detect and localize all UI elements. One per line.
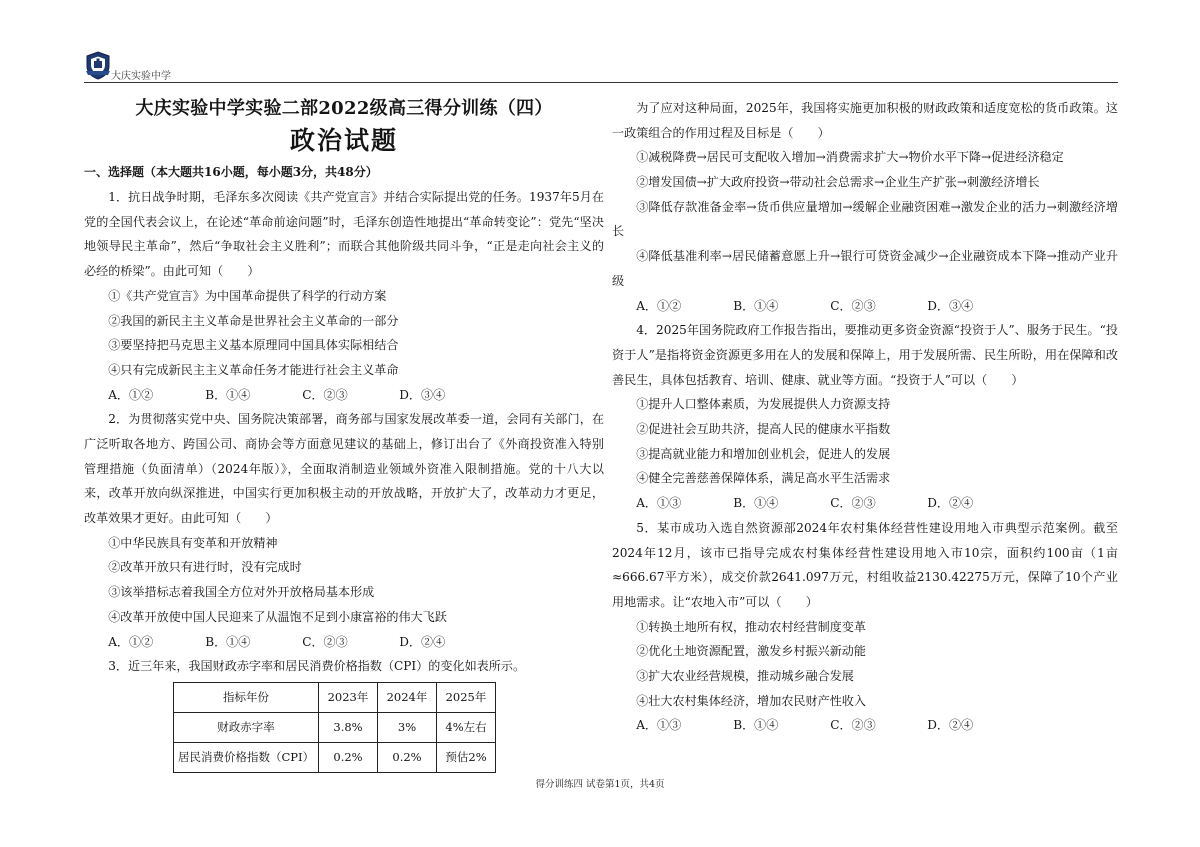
- statement-option: ②增发国债→扩大政府投资→带动社会总需求→企业生产扩张→刺激经济增长: [636, 175, 1040, 190]
- question-stem: 3．近三年来，我国财政赤字率和居民消费价格指数（CPI）的变化如表所示。: [108, 659, 526, 674]
- statement-option: ②促进社会互助共济，提高人民的健康水平指数: [636, 422, 891, 437]
- choice-c: C．②③: [830, 718, 876, 733]
- table-header-cell: 2025年: [437, 682, 496, 712]
- question-stem: 为了应对这种局面，2025年，我国将实施更加积极的财政政策和适度宽松的货币政策。这一政策组合的作用过程及目标是（ ）: [612, 101, 1118, 140]
- table-header-cell: 指标年份: [174, 682, 319, 712]
- choice-a: A．①②: [636, 298, 682, 313]
- school-name: 大庆实验中学: [111, 71, 171, 82]
- question-5: [612, 516, 1118, 738]
- data-table: [173, 682, 496, 773]
- statement-option: ①提升人口整体素质，为发展提供人力资源支持: [636, 397, 891, 412]
- choice-c: C．②③: [830, 298, 876, 313]
- choice-d: D．②④: [399, 634, 446, 649]
- choice-d: D．②④: [927, 496, 974, 511]
- table-cell: 预估2%: [437, 742, 496, 772]
- statement-option: ③降低存款准备金率→货币供应量增加→缓解企业融资困难→激发企业的活力→刺激经济增长: [612, 199, 1118, 239]
- table-header-cell: 2024年: [378, 682, 437, 712]
- question-4: [612, 318, 1118, 516]
- question-1: [84, 185, 604, 407]
- choice-d: D．③④: [927, 298, 974, 313]
- statement-option: ④壮大农村集体经济，增加农民财产性收入: [636, 693, 866, 708]
- left-column: [84, 96, 604, 773]
- choice-b: B．①④: [205, 634, 251, 649]
- statement-option: ③该举措标志着我国全方位对外开放格局基本形成: [108, 585, 375, 600]
- statement-option: ④降低基准利率→居民储蓄意愿上升→银行可贷资金减少→企业融资成本下降→推动产业升级: [612, 249, 1118, 288]
- question-stem: 2．为贯彻落实党中央、国务院决策部署，商务部与国家发展改革委一道，会同有关部门，在广泛听取各地方、跨国公司、商协会等方面意见建议的基础上，修订出台了《外商投资准入特别管理措施（负面清单）（2024年版）》，全面取消制造业领域外资准入限制措施。党的十八大以来，改革开放向纵深推进，中国实行更加积极主动的开放战略，开放扩大了，改革动力才更足，改革效果才更好。由此可知（ ）: [84, 412, 604, 526]
- choice-c: C．②③: [830, 496, 876, 511]
- answer-choices: [84, 383, 604, 408]
- statement-option: ④健全完善慈善保障体系，满足高水平生活需求: [636, 471, 891, 486]
- table-row: [174, 742, 496, 772]
- right-column: [612, 96, 1118, 738]
- table-cell: 0.2%: [319, 742, 378, 772]
- table-header-row: [174, 682, 496, 712]
- question-stem: 4．2025年国务院政府工作报告指出，要推动更多资金资源“投资于人”、服务于民生。“投资于人”是指将资金资源更多用在人的发展和保障上，用于发展所需、民生所盼，用在保障和改善民生，具体包括教育、培训、健康、就业等方面。“投资于人”可以（ ）: [612, 323, 1118, 387]
- data-table-wrapper: [84, 682, 604, 773]
- table-cell: 0.2%: [378, 742, 437, 772]
- choice-a: A．①②: [108, 387, 154, 402]
- table-cell: 财政赤字率: [174, 712, 319, 742]
- statement-option: ④改革开放使中国人民迎来了从温饱不足到小康富裕的伟大飞跃: [108, 609, 447, 624]
- question-2: [84, 407, 604, 654]
- table-cell: 居民消费价格指数（CPI）: [174, 742, 319, 772]
- statement-option: ①《共产党宣言》为中国革命提供了科学的行动方案: [108, 288, 387, 303]
- choice-b: B．①④: [733, 298, 779, 313]
- question-3: [84, 654, 604, 773]
- statement-option: ②我国的新民主主义革命是世界社会主义革命的一部分: [108, 313, 399, 328]
- statement-option: ②改革开放只有进行时，没有完成时: [108, 560, 302, 575]
- table-header-cell: 2023年: [319, 682, 378, 712]
- statement-option: ①减税降费→居民可支配收入增加→消费需求扩大→物价水平下降→促进经济稳定: [636, 150, 1064, 165]
- school-logo-icon: [84, 50, 112, 80]
- question-stem: 1．抗日战争时期，毛泽东多次阅读《共产党宣言》并结合实际提出党的任务。1937年5月在党的全国代表会议上，在论述“革命前途问题”时，毛泽东创造性地提出“革命转变论”：党先“坚决地领导民主革命”，然后“争取社会主义胜利”；而联合其他阶级共同斗争，“正是走向社会主义的必经的桥梁”。由此可知（ ）: [84, 190, 604, 279]
- choice-d: D．②④: [927, 718, 974, 733]
- header-divider: [84, 82, 1118, 83]
- section-heading: 一、选择题（本大题共16小题，每小题3分，共48分）: [84, 165, 378, 179]
- statement-option: ②优化土地资源配置，激发乡村振兴新动能: [636, 644, 866, 659]
- table-cell: 3.8%: [319, 712, 378, 742]
- answer-choices: [612, 294, 1118, 319]
- choice-b: B．①④: [205, 387, 251, 402]
- choice-c: C．②③: [302, 387, 348, 402]
- statement-option: ④只有完成新民主主义革命任务才能进行社会主义革命: [108, 362, 399, 377]
- choice-c: C．②③: [302, 634, 348, 649]
- exam-title: 大庆实验中学实验二部2022级高三得分训练（四）: [135, 98, 553, 119]
- answer-choices: [612, 713, 1118, 738]
- choice-b: B．①④: [733, 496, 779, 511]
- table-row: [174, 712, 496, 742]
- question-stem: 5．某市成功入选自然资源部2024年农村集体经营性建设用地入市典型示范案例。截至2024年12月，该市已指导完成农村集体经营性建设用地入市10宗，面积约100亩（1亩≈666.67平方米），成交价款2641.097万元，村组收益2130.42275万元，保障了10个产业用地需求。让“农地入市”可以（ ）: [612, 520, 1118, 609]
- statement-option: ③提高就业能力和增加创业机会，促进人的发展: [636, 446, 891, 461]
- page-footer: 得分训练四 试卷第1页，共4页: [535, 779, 665, 790]
- statement-option: ③扩大农业经营规模，推动城乡融合发展: [636, 669, 854, 684]
- answer-choices: [612, 491, 1118, 516]
- exam-subject: 政治试题: [289, 126, 398, 155]
- statement-option: ①中华民族具有变革和开放精神: [108, 535, 278, 550]
- choice-a: A．①②: [108, 634, 154, 649]
- choice-a: A．①③: [636, 718, 682, 733]
- choice-d: D．③④: [399, 387, 446, 402]
- choice-a: A．①③: [636, 496, 682, 511]
- table-cell: 4%左右: [437, 712, 496, 742]
- answer-choices: [84, 630, 604, 655]
- question-3-continued: [612, 96, 1118, 318]
- statement-option: ①转换土地所有权，推动农村经营制度变革: [636, 619, 866, 634]
- choice-b: B．①④: [733, 718, 779, 733]
- page-header: [84, 50, 1118, 82]
- table-cell: 3%: [378, 712, 437, 742]
- statement-option: ③要坚持把马克思主义基本原理同中国具体实际相结合: [108, 338, 399, 353]
